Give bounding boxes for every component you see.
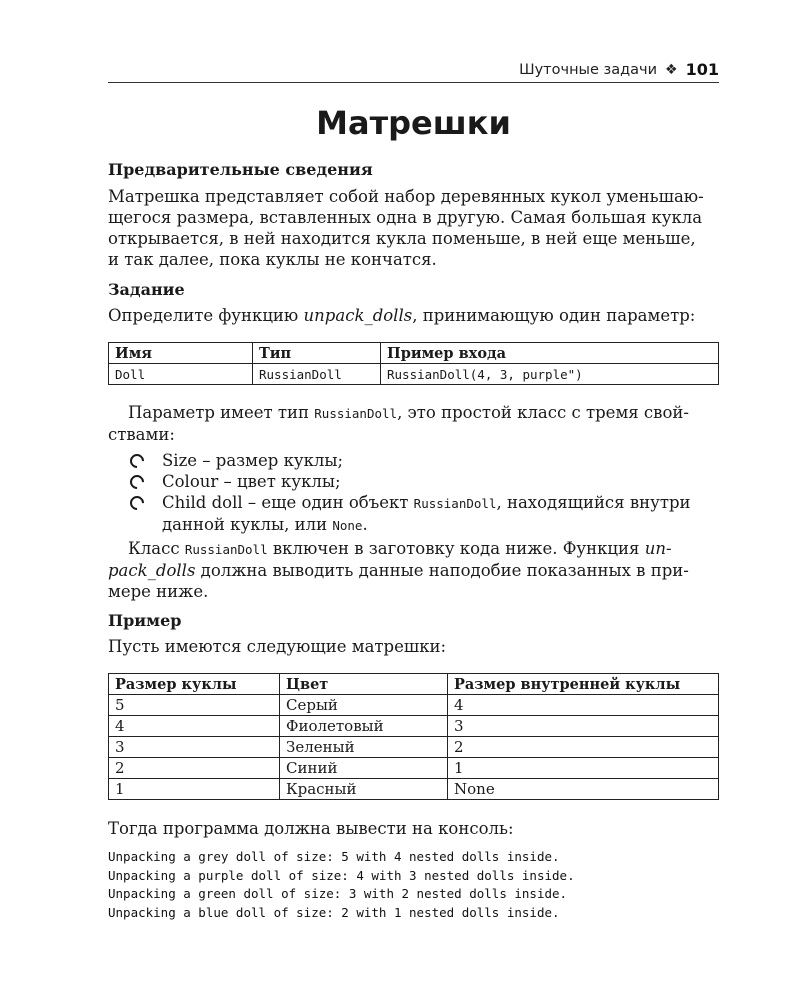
inline-code: None	[332, 518, 363, 533]
list-item-text: Child doll – еще один объект	[162, 493, 414, 512]
section-title: Шуточные задачи	[519, 61, 658, 78]
column-header: Размер внутренней куклы	[448, 674, 719, 695]
property-list	[128, 450, 719, 536]
table-cell: Фиолетовый	[280, 716, 448, 737]
table-cell: 2	[448, 737, 719, 758]
text-line: и так далее, пока куклы не кончатся.	[108, 250, 437, 269]
inline-code: RussianDoll	[314, 406, 398, 421]
text-line: щегося размера, вставленных одна в другую. Самая большая кукла	[108, 208, 703, 227]
table-header-row	[109, 343, 719, 364]
bullet-icon	[127, 493, 147, 513]
text-line: Пусть имеются следующие матрешки:	[108, 637, 447, 656]
background-heading: Предварительные сведения	[108, 160, 373, 179]
task-heading: Задание	[108, 280, 185, 299]
bullet-icon	[127, 451, 147, 471]
text-line: Матрешка представляет собой набор деревянных кукол уменьшаю-	[108, 187, 704, 206]
code-line: Unpacking a purple doll of size: 4 with 3 nested dolls inside.	[108, 867, 575, 883]
text-line: Тогда программа должна вывести на консоль:	[108, 819, 514, 838]
table-cell: 3	[448, 716, 719, 737]
dolls-table	[108, 673, 719, 800]
table-cell: Серый	[280, 695, 448, 716]
table-row	[109, 779, 719, 800]
table-cell: Doll	[109, 364, 253, 385]
function-name: unpack_dolls	[303, 306, 413, 325]
diamond-separator-icon: ❖	[665, 61, 678, 78]
table-header-row	[109, 674, 719, 695]
list-item-text: , находящийся внутри	[496, 493, 691, 512]
table-cell: 4	[109, 716, 280, 737]
function-name: pack_dolls	[108, 561, 196, 580]
text-run: , это простой класс с тремя свой-	[397, 403, 689, 422]
inline-code: RussianDoll	[413, 496, 497, 511]
table-row	[109, 758, 719, 779]
list-item	[128, 492, 719, 536]
table-cell: Синий	[280, 758, 448, 779]
params-table	[108, 342, 719, 385]
text-line: мере ниже.	[108, 582, 209, 601]
table-cell: Красный	[280, 779, 448, 800]
list-item-text: данной куклы, или	[162, 515, 333, 534]
table-row	[109, 695, 719, 716]
table-cell: RussianDoll	[253, 364, 381, 385]
table-row	[109, 737, 719, 758]
table-cell: RussianDoll(4, 3, purple")	[381, 364, 719, 385]
code-line: Unpacking a grey doll of size: 5 with 4 nested dolls inside.	[108, 849, 560, 864]
class-description	[108, 538, 719, 602]
table-cell: 4	[448, 695, 719, 716]
running-header-right	[519, 60, 719, 79]
param-description	[108, 402, 719, 445]
table-cell: 1	[448, 758, 719, 779]
text-run: должна выводить данные наподобие показанных в при-	[195, 561, 689, 580]
column-header: Цвет	[280, 674, 448, 695]
running-header	[108, 58, 719, 83]
column-header: Пример входа	[381, 343, 719, 364]
text-line: открывается, в ней находится кукла поменьше, в ней еще меньше,	[108, 229, 696, 248]
example-heading: Пример	[108, 611, 182, 630]
column-header: Размер куклы	[109, 674, 280, 695]
list-item-text: Colour – цвет куклы;	[162, 472, 341, 491]
function-name: un-	[644, 539, 672, 558]
output-intro	[108, 818, 719, 839]
table-cell: 3	[109, 737, 280, 758]
text-run: Параметр имеет тип	[128, 403, 315, 422]
text-run: Класс	[128, 539, 185, 558]
table-cell: None	[448, 779, 719, 800]
table-row	[109, 716, 719, 737]
table-cell: 1	[109, 779, 280, 800]
chapter-title: Матрешки	[316, 104, 511, 142]
list-item	[128, 450, 719, 471]
table-cell: 5	[109, 695, 280, 716]
task-intro-before: Определите функцию	[108, 306, 304, 325]
text-run: включен в заготовку кода ниже. Функция	[267, 539, 645, 558]
text-line: ствами:	[108, 425, 175, 444]
page-number: 101	[685, 60, 719, 79]
list-item-text: .	[362, 515, 368, 534]
console-output	[108, 848, 575, 922]
table-row	[109, 364, 719, 385]
column-header: Имя	[109, 343, 253, 364]
background-paragraph	[108, 186, 719, 270]
column-header: Тип	[253, 343, 381, 364]
table-cell: Зеленый	[280, 737, 448, 758]
list-item-text: Size – размер куклы;	[162, 451, 344, 470]
table-cell: 2	[109, 758, 280, 779]
code-line: Unpacking a green doll of size: 3 with 2 nested dolls inside.	[108, 886, 568, 901]
example-intro	[108, 636, 719, 657]
inline-code: RussianDoll	[184, 542, 268, 557]
task-intro-after: , принимающую один параметр:	[412, 306, 696, 325]
task-intro	[108, 305, 719, 326]
list-item	[128, 471, 719, 492]
bullet-icon	[127, 472, 147, 492]
code-line: Unpacking a blue doll of size: 2 with 1 nested dolls inside.	[108, 904, 560, 920]
